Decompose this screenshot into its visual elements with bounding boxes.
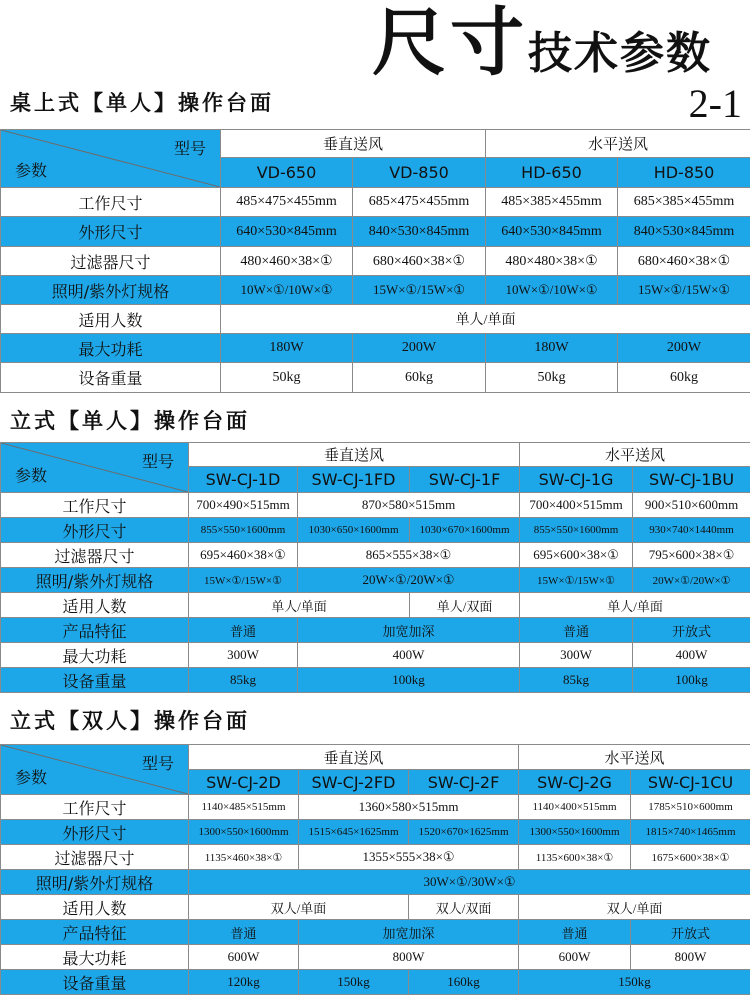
table-row (1, 217, 750, 247)
table-cell: 单人/单面 (520, 593, 750, 618)
table-cell: 600W (519, 945, 631, 970)
table-row (1, 543, 750, 568)
table-row (1, 568, 750, 593)
table-row (1, 795, 750, 820)
table-corner-header (1, 443, 189, 493)
table-cell: 200W (353, 334, 486, 363)
row-label: 适用人数 (1, 593, 189, 618)
table-cell: 150kg (299, 970, 409, 995)
table-cell: 700×490×515mm (189, 493, 298, 518)
spec-table-standing-double (0, 744, 750, 995)
page-number: 2-1 (688, 81, 742, 126)
table-cell: 200W (618, 334, 750, 363)
group-header-vertical: 垂直送风 (189, 745, 519, 770)
table-cell: 695×460×38×① (189, 543, 298, 568)
model-label: 型号 (141, 452, 174, 471)
table-cell: 900×510×600mm (633, 493, 750, 518)
table-cell: 600W (189, 945, 299, 970)
table-cell: 20W×①/20W×① (298, 568, 520, 593)
table-cell: 1355×555×38×① (299, 845, 519, 870)
table-cell: 120kg (189, 970, 299, 995)
table-cell: 160kg (409, 970, 519, 995)
table-cell: 85kg (189, 668, 298, 693)
table-cell: 单人/单面 (221, 305, 750, 334)
table-row (1, 493, 750, 518)
group-header-vertical: 垂直送风 (221, 130, 486, 158)
table-cell: 双人/单面 (189, 895, 409, 920)
model-name: SW-CJ-1G (520, 467, 633, 493)
table-cell: 普通 (520, 618, 633, 643)
table-cell: 双人/双面 (409, 895, 519, 920)
table-cell: 1520×670×1625mm (409, 820, 519, 845)
table-cell: 普通 (519, 920, 631, 945)
row-label: 照明/紫外灯规格 (1, 870, 189, 895)
param-label: 参数 (15, 161, 48, 180)
table-row (1, 518, 750, 543)
table-cell: 855×550×1600mm (189, 518, 298, 543)
table-cell: 开放式 (633, 618, 750, 643)
table-cell: 1135×600×38×① (519, 845, 631, 870)
model-name: HD-850 (618, 158, 750, 188)
table-corner-header (1, 130, 221, 188)
table-cell: 480×480×38×① (486, 247, 618, 276)
table-cell: 150kg (519, 970, 750, 995)
table-cell: 700×400×515mm (520, 493, 633, 518)
table-row (1, 618, 750, 643)
row-label: 适用人数 (1, 305, 221, 334)
row-label: 外形尺寸 (1, 217, 221, 247)
table-cell: 680×460×38×① (618, 247, 750, 276)
row-label: 过滤器尺寸 (1, 845, 189, 870)
model-name: SW-CJ-2D (189, 770, 299, 795)
table-row (1, 870, 750, 895)
row-label: 工作尺寸 (1, 795, 189, 820)
table-cell: 1675×600×38×① (631, 845, 750, 870)
table-cell: 30W×①/30W×① (189, 870, 750, 895)
table-cell: 普通 (189, 618, 298, 643)
model-name: VD-650 (221, 158, 353, 188)
table-cell: 680×460×38×① (353, 247, 486, 276)
table-cell: 加宽加深 (298, 618, 520, 643)
table-cell: 15W×①/15W×① (520, 568, 633, 593)
table-cell: 640×530×845mm (221, 217, 353, 247)
table-row (1, 334, 750, 363)
table-cell: 795×600×38×① (633, 543, 750, 568)
table-cell: 855×550×1600mm (520, 518, 633, 543)
table-cell: 640×530×845mm (486, 217, 618, 247)
row-label: 过滤器尺寸 (1, 543, 189, 568)
group-header-vertical: 垂直送风 (189, 443, 520, 467)
table-cell: 1815×740×1465mm (631, 820, 750, 845)
table-cell: 480×460×38×① (221, 247, 353, 276)
table-cell: 930×740×1440mm (633, 518, 750, 543)
table-cell: 685×475×455mm (353, 188, 486, 217)
row-label: 外形尺寸 (1, 820, 189, 845)
table-cell: 1515×645×1625mm (299, 820, 409, 845)
param-label: 参数 (15, 768, 48, 787)
row-label: 最大功耗 (1, 945, 189, 970)
model-label: 型号 (173, 139, 206, 158)
row-label: 外形尺寸 (1, 518, 189, 543)
row-label: 产品特征 (1, 920, 189, 945)
table-cell: 1785×510×600mm (631, 795, 750, 820)
row-label: 最大功耗 (1, 334, 221, 363)
table-cell: 300W (189, 643, 298, 668)
row-label: 设备重量 (1, 363, 221, 393)
table-cell: 840×530×845mm (618, 217, 750, 247)
table-cell: 485×385×455mm (486, 188, 618, 217)
spec-table-desktop-single (0, 129, 750, 393)
table-cell: 50kg (221, 363, 353, 393)
table-row (1, 820, 750, 845)
param-label: 参数 (15, 466, 48, 485)
model-name: SW-CJ-1F (410, 467, 520, 493)
table-row (1, 305, 750, 334)
row-label: 适用人数 (1, 895, 189, 920)
table-cell: 15W×①/15W×① (353, 276, 486, 305)
row-label: 工作尺寸 (1, 493, 189, 518)
table-cell: 60kg (353, 363, 486, 393)
table-cell: 1135×460×38×① (189, 845, 299, 870)
model-name: SW-CJ-1FD (298, 467, 410, 493)
table-cell: 1030×650×1600mm (298, 518, 410, 543)
table-cell: 840×530×845mm (353, 217, 486, 247)
table-row (1, 276, 750, 305)
table-cell: 加宽加深 (299, 920, 519, 945)
table-cell: 单人/双面 (410, 593, 520, 618)
model-name: SW-CJ-2G (519, 770, 631, 795)
row-label: 过滤器尺寸 (1, 247, 221, 276)
row-label: 设备重量 (1, 668, 189, 693)
table-row (1, 920, 750, 945)
table-row (1, 643, 750, 668)
table-cell: 180W (486, 334, 618, 363)
table-cell: 400W (298, 643, 520, 668)
page-title-sub: 技术参数 (528, 28, 712, 79)
row-label: 工作尺寸 (1, 188, 221, 217)
table-row (1, 970, 750, 995)
row-label: 照明/紫外灯规格 (1, 276, 221, 305)
table-cell: 1300×550×1600mm (519, 820, 631, 845)
row-label: 设备重量 (1, 970, 189, 995)
table-corner-header (1, 745, 189, 795)
table-row (1, 188, 750, 217)
table-cell: 870×580×515mm (298, 493, 520, 518)
table-cell: 800W (299, 945, 519, 970)
table-cell: 20W×①/20W×① (633, 568, 750, 593)
row-label: 产品特征 (1, 618, 189, 643)
table-cell: 双人/单面 (519, 895, 750, 920)
model-name: SW-CJ-1BU (633, 467, 750, 493)
table-cell: 1360×580×515mm (299, 795, 519, 820)
page-title-main: 尺寸 (372, 0, 528, 86)
table-cell: 10W×①/10W×① (486, 276, 618, 305)
table-cell: 1030×670×1600mm (410, 518, 520, 543)
group-header-horizontal: 水平送风 (519, 745, 750, 770)
model-label: 型号 (141, 754, 174, 773)
table-cell: 开放式 (631, 920, 750, 945)
table-cell: 180W (221, 334, 353, 363)
table-cell: 400W (633, 643, 750, 668)
spec-table-standing-single (0, 442, 750, 693)
table-cell: 100kg (633, 668, 750, 693)
model-name: SW-CJ-1CU (631, 770, 750, 795)
table-cell: 1140×485×515mm (189, 795, 299, 820)
table-row (1, 363, 750, 393)
table-cell: 单人/单面 (189, 593, 410, 618)
table-cell: 865×555×38×① (298, 543, 520, 568)
table-cell: 50kg (486, 363, 618, 393)
table-cell: 85kg (520, 668, 633, 693)
table-row (1, 845, 750, 870)
table-row (1, 593, 750, 618)
table-cell: 300W (520, 643, 633, 668)
table-cell: 15W×①/15W×① (618, 276, 750, 305)
table-cell: 60kg (618, 363, 750, 393)
table-cell: 685×385×455mm (618, 188, 750, 217)
model-name: SW-CJ-2FD (299, 770, 409, 795)
model-name: VD-850 (353, 158, 486, 188)
section-title-standing-single: 立式【单人】操作台面 (10, 409, 250, 433)
group-header-horizontal: 水平送风 (520, 443, 750, 467)
table-cell: 1300×550×1600mm (189, 820, 299, 845)
table-cell: 695×600×38×① (520, 543, 633, 568)
model-name: SW-CJ-1D (189, 467, 298, 493)
table-row (1, 668, 750, 693)
table-cell: 485×475×455mm (221, 188, 353, 217)
row-label: 最大功耗 (1, 643, 189, 668)
table-row (1, 895, 750, 920)
section-title-standing-double: 立式【双人】操作台面 (10, 709, 250, 733)
group-header-horizontal: 水平送风 (486, 130, 750, 158)
table-cell: 1140×400×515mm (519, 795, 631, 820)
table-cell: 100kg (298, 668, 520, 693)
table-cell: 10W×①/10W×① (221, 276, 353, 305)
table-row (1, 247, 750, 276)
table-cell: 800W (631, 945, 750, 970)
section-title-desktop-single: 桌上式【单人】操作台面 (10, 91, 274, 115)
table-cell: 15W×①/15W×① (189, 568, 298, 593)
table-cell: 普通 (189, 920, 299, 945)
row-label: 照明/紫外灯规格 (1, 568, 189, 593)
model-name: SW-CJ-2F (409, 770, 519, 795)
table-row (1, 945, 750, 970)
model-name: HD-650 (486, 158, 618, 188)
